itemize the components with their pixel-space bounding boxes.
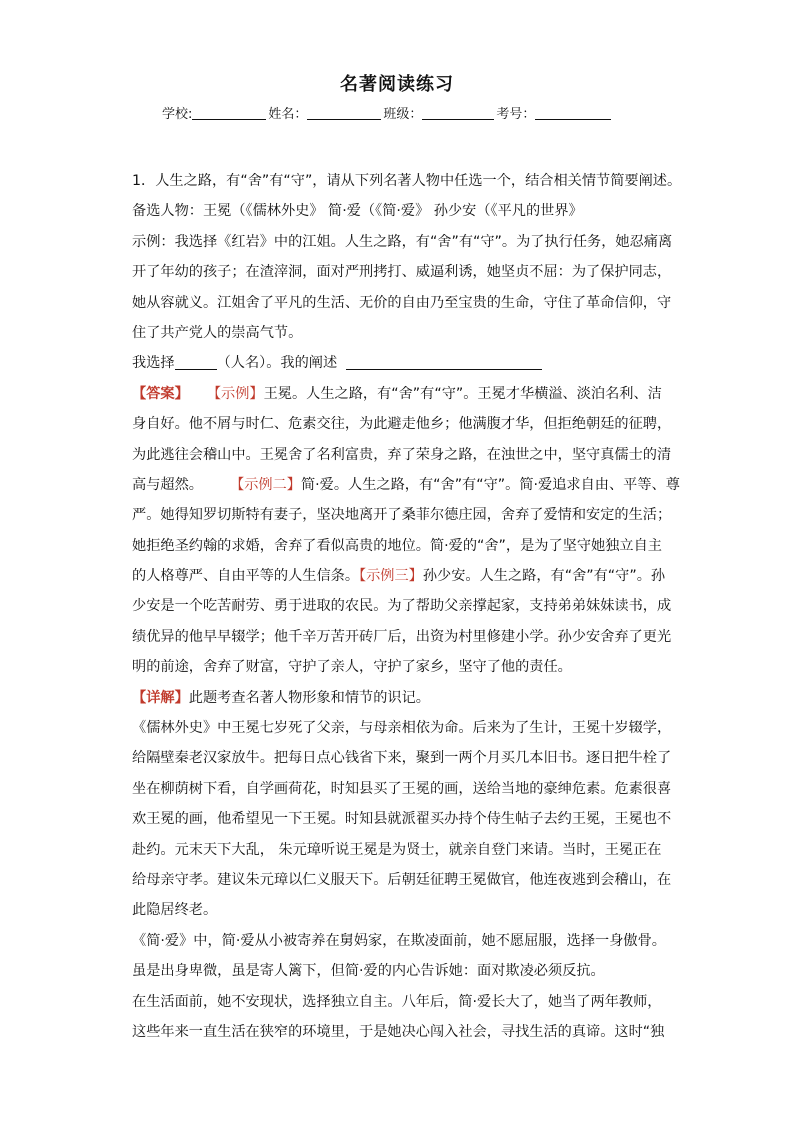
detail-intro: 此题考查名著人物形象和情节的识记。	[188, 689, 430, 706]
answer-text: 的人格尊严、自由平等的人生信条。	[132, 568, 360, 585]
answer-text: 简·爱。人生之路，有“舍”有“守”。简·爱追求自由、平等、尊	[300, 476, 680, 493]
school-blank	[192, 106, 266, 120]
answer-line: 绩优异的他早早辍学；他千辛万苦开砖厂后，出资为村里修建小学。孙少安舍弃了更光	[132, 628, 672, 645]
answer-line	[132, 561, 672, 591]
answer-tag: 【答案】	[132, 385, 189, 402]
choose-mid: （人名）。我的阐述	[216, 355, 338, 372]
detail-line	[132, 683, 672, 713]
example-line: 住了共产党人的崇高气节。	[132, 324, 303, 341]
detail-line: 《儒林外史》中王冕七岁死了父亲，与母亲相依为命。后来为了生计，王冕十岁辍学，	[132, 720, 672, 737]
answer-text: 孙少安。人生之路，有“舍”有“守”。孙	[422, 568, 666, 585]
name-blank	[307, 106, 381, 120]
example-three-tag: 【示例三】	[359, 568, 423, 585]
detail-line: 给隔壁秦老汉家放牛。把每日点心钱省下来，聚到一两个月买几本旧书。逐日把牛栓了	[132, 750, 672, 767]
detail-line: 坐在柳荫树下看，自学画荷花，时知县买了王冕的画，送给当地的豪绅危素。危素很喜	[132, 780, 672, 797]
example-line: 示例：我选择《红岩》中的江姐。人生之路，有“舍”有“守”。为了执行任务，她忍痛离	[132, 233, 673, 250]
class-blank	[422, 106, 494, 120]
detail-tag: 【详解】	[132, 689, 189, 706]
answer-text: 王冕。人生之路，有“舍”有“守”。王冕才华横溢、淡泊名利、洁	[263, 385, 662, 402]
candidate-characters: 备选人物：王冕（《儒林外史》 简·爱（《简·爱》 孙少安（《平凡的世界》	[132, 203, 583, 220]
answer-line	[132, 470, 680, 500]
detail-line: 虽是出身卑微，虽是寄人篱下，但简·爱的内心告诉她：面对欺凌必须反抗。	[132, 963, 605, 980]
class-label: 班级：	[383, 107, 423, 122]
person-name-blank	[175, 354, 217, 370]
exam-number-blank	[535, 106, 611, 120]
detail-line: 欢王冕的画，他希望见一下王冕。时知县就派翟买办持个侍生帖子去约王冕，王冕也不	[132, 811, 672, 828]
answer-line: 明的前途，舍弃了财富，守护了亲人，守护了家乡，坚守了他的责任。	[132, 659, 572, 676]
example-one-tag: 【示例】	[206, 385, 264, 402]
exam-number-label: 考号：	[496, 107, 536, 122]
example-line: 开了年幼的孩子；在渣滓洞，面对严刑拷打、威逼利诱，她坚贞不屈：为了保护同志，	[132, 264, 672, 281]
answer-text: 高与超然。	[132, 476, 203, 493]
answer-prompt-line	[132, 348, 672, 378]
detail-line: 这些年来一直生活在狭窄的环境里，于是她决心闯入社会，寻找生活的真谛。这时“独	[132, 1023, 665, 1040]
school-label: 学校:	[162, 107, 193, 122]
answer-line: 为此逃往会稽山中。王冕舍了名利富贵，弃了荣身之路，在浊世之中，坚守真儒士的清	[132, 446, 672, 463]
detail-line: 《简·爱》中，简·爱从小被寄养在舅妈家，在欺凌面前，她不愿屈服，选择一身傲骨。	[132, 932, 666, 949]
answer-line: 少安是一个吃苦耐劳、勇于进取的农民。为了帮助父亲撑起家，支持弟弟妹妹读书，成	[132, 598, 672, 615]
elaboration-blank	[346, 354, 542, 370]
detail-line: 此隐居终老。	[132, 902, 218, 919]
answer-line: 严。她得知罗切斯特有妻子，坚决地离开了桑菲尔德庄园，舍弃了爱情和安定的生活；	[132, 507, 672, 524]
question-text: 1．人生之路，有“舍”有“守”，请从下列名著人物中任选一个，结合相关情节简要阐述。	[132, 173, 682, 189]
choose-prefix: 我选择	[132, 355, 175, 372]
detail-line: 赴约。元末天下大乱， 朱元璋听说王冕是为贤士，就亲自登门来请。当时，王冕正在	[132, 841, 662, 858]
name-label: 姓名：	[268, 107, 308, 122]
example-two-tag: 【示例二】	[230, 476, 301, 493]
example-line: 她从容就义。江姐舍了平凡的生活、无价的自由乃至宝贵的生命，守住了革命信仰，守	[132, 294, 672, 311]
answer-line: 她拒绝圣约翰的求婚，舍弃了看似高贵的地位。简·爱的“舍”，是为了坚守她独立自主	[132, 537, 662, 554]
page-title: 名著阅读练习	[340, 74, 454, 95]
answer-line: 身自好。他不屑与时仁、危素交往，为此避走他乡；他满腹才华，但拒绝朝廷的征聘，	[132, 416, 672, 433]
detail-line: 给母亲守孝。建议朱元璋以仁义服天下。后朝廷征聘王冕做官，他连夜逃到会稽山，在	[132, 871, 672, 888]
detail-line: 在生活面前，她不安现状，选择独立自主。八年后，简·爱长大了，她当了两年教师，	[132, 993, 662, 1010]
answer-line	[132, 379, 672, 409]
student-info-row	[162, 103, 613, 122]
question-content	[132, 166, 682, 1047]
